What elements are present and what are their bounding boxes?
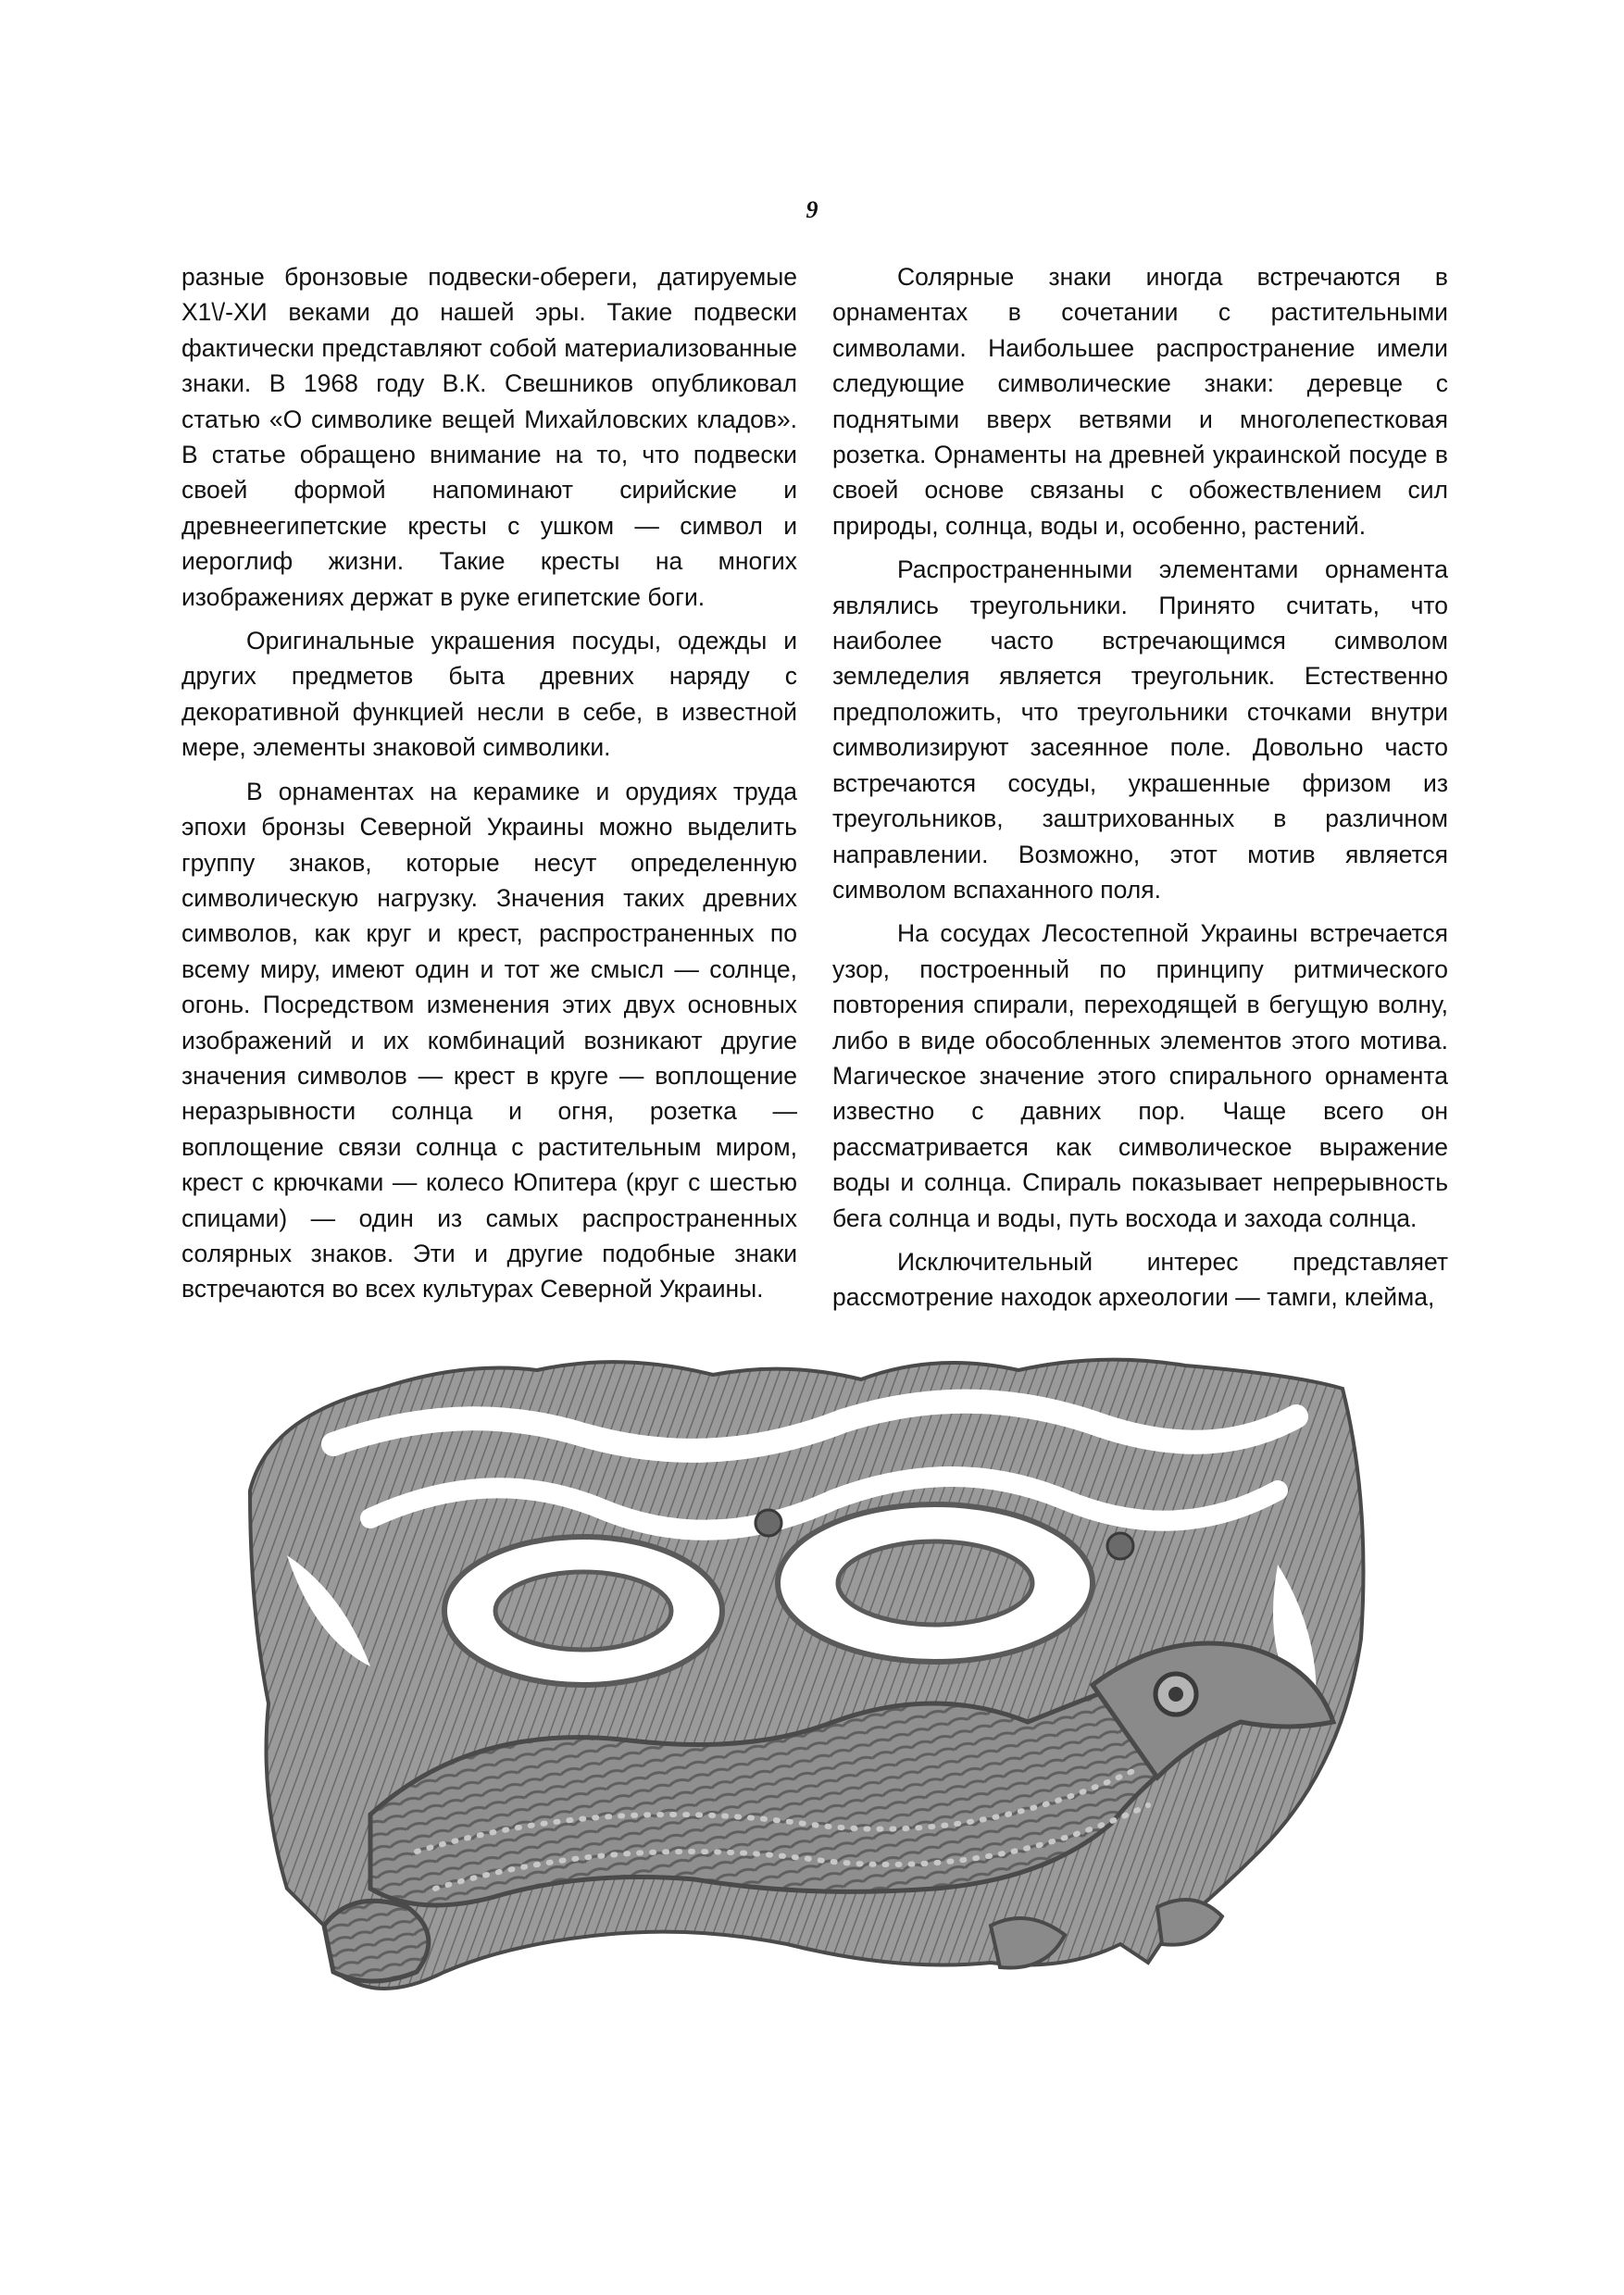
paragraph: Исключительный интерес представляет рассмотрение находок археологии — тамги, клейма, [832, 1247, 1448, 1312]
paragraph: Распространенными элементами орнамента являлись треугольники. Принято считать, что наиболее часто встречающимся символом земледелия является треугольник. Естественно предположить, что треугольники сточками внутри символизируют засеянное поле. Довольно часто встречаются сосуды, украшенные фризом из треугольников, заштрихованных в различном направлении. Возможно, этот мотив является символом вспаханного поля. [832, 555, 1448, 904]
ornament-plaque-figure [231, 1333, 1426, 2018]
paragraph: разные бронзовые подвески-обереги, датируемые X1\/-XИ веками до нашей эры. Такие подвески фактически представляют собой материализованные знаки. В 1968 году В.К. Свешников опубликовал статью «О символике вещей Михайловских кладов». В статье обращено внимание на то, что подвески своей формой напоминают сирийские и древнеегипетские кресты с ушком — символ и иероглиф жизни. Такие кресты на многих изображениях держат в руке египетские боги. [181, 263, 797, 611]
plaque-bird-eye [756, 1510, 781, 1536]
left-column [181, 259, 797, 1316]
paragraph: На сосудах Лесостепной Украины встречается узор, построенный по принципу ритмического повторения спирали, переходящей в бегущую волну, либо в виде обособленных элементов этого мотива. Магическое значение этого спирального орнамента известно с давних пор. Чаще всего он рассматривается как символическое выражение воды и солнца. Спираль показывает непрерывность бега солнца и воды, путь восхода и захода солнца. [832, 919, 1448, 1232]
paragraph: Оригинальные украшения посуды, одежды и других предметов быта древних наряду с декоративной функцией несли в себе, в известной мере, элементы знаковой символики. [181, 627, 797, 762]
plaque-illustration [231, 1333, 1426, 2018]
plaque-beast-tail [324, 1901, 429, 1981]
page-number: 9 [806, 196, 818, 223]
paragraph: В орнаментах на керамике и орудиях труда эпохи бронзы Северной Украины можно выделить группу знаков, которые несут определенную символическую нагрузку. Значения таких древних символов, как круг и крест, распространенных по всему миру, имеют один и тот же смысл — солнце, огонь. Посредством изменения этих двух основных изображений и их комбинаций возникают другие значения символов — крест в круге — воплощение неразрывности солнца и огня, розетка — воплощение связи солнца с растительным миром, крест с крючками — колесо Юпитера (круг с шестью спицами) — один из самых распространенных солярных знаков. Эти и другие подобные знаки встречаются во всех культурах Северной Украины. [181, 777, 797, 1303]
right-column [832, 259, 1448, 1324]
paragraph: Солярные знаки иногда встречаются в орнаментах в сочетании с растительными символами. Наибольшее распространение имели следующие символические знаки: деревце с поднятыми вверх ветвями и многолепестковая розетка. Орнаменты на древней украинской посуде в своей основе связаны с обожествлением сил природы, солнца, воды и, особенно, растений. [832, 263, 1448, 540]
